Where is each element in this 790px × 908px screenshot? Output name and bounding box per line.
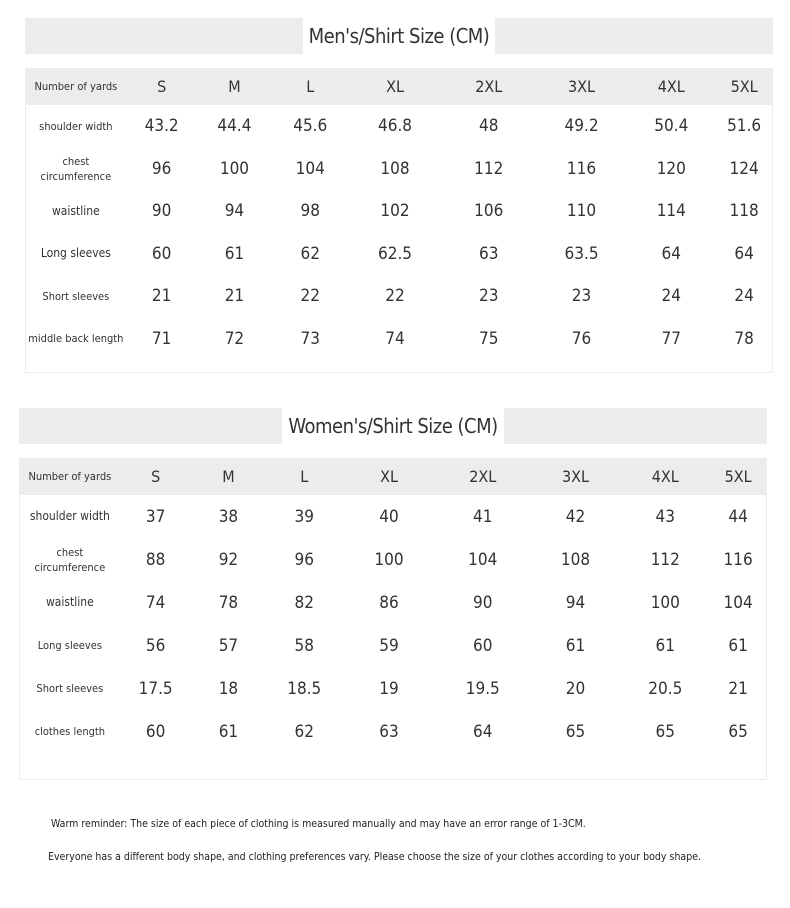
table-cell: 56 <box>145 635 166 656</box>
table-cell: 78 <box>734 328 754 349</box>
table-cell: 45.6 <box>293 116 328 137</box>
table-row <box>20 624 766 667</box>
row-label: Long sleeves <box>40 246 111 261</box>
size-header: 3XL <box>568 77 596 96</box>
table-cell: 43 <box>655 506 676 527</box>
table-cell: 44.4 <box>217 116 252 137</box>
table-cell: 61 <box>655 635 676 656</box>
row-label: shoulder width <box>29 509 110 523</box>
table-cell: 100 <box>650 592 680 613</box>
table-cell: 72 <box>224 328 245 349</box>
table-cell: 38 <box>218 506 239 527</box>
table-cell: 106 <box>474 201 504 222</box>
size-header: S <box>151 467 161 486</box>
table-cell: 104 <box>295 158 325 179</box>
row-label: waistline <box>45 595 94 609</box>
table-cell: 62.5 <box>377 243 413 264</box>
table-cell: 64 <box>661 243 682 264</box>
table-cell: 60 <box>151 243 172 264</box>
table-cell: 104 <box>468 549 498 570</box>
header-label: Number of yards <box>34 80 118 93</box>
table-cell: 96 <box>151 158 172 179</box>
table-cell: 77 <box>661 328 682 349</box>
table-cell: 94 <box>224 201 245 222</box>
table-cell: 116 <box>566 158 597 179</box>
table-cell: 43.2 <box>144 116 179 137</box>
table-cell: 100 <box>219 158 250 179</box>
table-row <box>20 495 766 538</box>
table-row <box>26 318 772 361</box>
size-header: M <box>222 467 235 486</box>
womens-size-title: Women's/Shirt Size (CM) <box>282 408 503 444</box>
table-cell: 24 <box>734 286 754 307</box>
table-cell: 18 <box>218 678 239 699</box>
table-cell: 73 <box>300 328 320 349</box>
table-cell: 60 <box>473 635 493 656</box>
row-label: clothes length <box>34 725 106 738</box>
table-cell: 61 <box>728 635 748 656</box>
table-cell: 22 <box>300 286 320 307</box>
table-cell: 62 <box>300 243 320 264</box>
table-cell: 74 <box>385 328 405 349</box>
table-cell: 88 <box>145 549 166 570</box>
table-cell: 39 <box>294 506 314 527</box>
table-cell: 48 <box>479 116 499 137</box>
size-header: S <box>157 77 167 96</box>
body-shape-advice-note: Everyone has a different body shape, and clothing preferences vary. Please choose the size of your clothes according to your body shape. <box>48 851 702 863</box>
row-label: shoulder width <box>39 119 113 133</box>
size-header: 2XL <box>475 77 503 96</box>
table-cell: 96 <box>294 549 314 570</box>
table-row <box>20 710 766 753</box>
header-label: Number of yards <box>28 470 112 483</box>
row-label: Short sleeves <box>36 682 104 695</box>
table-cell: 74 <box>145 592 166 613</box>
table-cell: 65 <box>565 721 586 742</box>
table-cell: 19.5 <box>465 678 500 699</box>
table-cell: 63 <box>379 721 399 742</box>
table-cell: 110 <box>566 201 597 222</box>
table-cell: 41 <box>473 506 493 527</box>
size-header: 3XL <box>562 467 590 486</box>
table-cell: 22 <box>385 286 405 307</box>
table-cell: 114 <box>656 201 686 222</box>
size-header: 4XL <box>651 467 679 486</box>
table-cell: 94 <box>565 592 586 613</box>
warm-reminder-note: Warm reminder: The size of each piece of clothing is measured manually and may have an error range of 1-3CM. <box>51 818 586 830</box>
table-cell: 61 <box>224 243 245 264</box>
table-cell: 120 <box>656 158 686 179</box>
table-cell: 23 <box>571 286 592 307</box>
table-cell: 61 <box>218 721 239 742</box>
table-cell: 17.5 <box>138 678 173 699</box>
size-header: 2XL <box>469 467 497 486</box>
table-cell: 90 <box>151 201 172 222</box>
table-cell: 86 <box>379 592 399 613</box>
table-row <box>26 275 772 318</box>
table-cell: 19 <box>379 678 399 699</box>
size-header: 5XL <box>730 77 758 96</box>
table-row <box>20 581 766 624</box>
table-cell: 78 <box>218 592 239 613</box>
table-cell: 49.2 <box>564 116 599 137</box>
row-label: chest circumference <box>34 545 106 574</box>
table-row <box>26 105 772 148</box>
table-cell: 18.5 <box>287 678 322 699</box>
mens-title-bar <box>25 18 773 54</box>
table-cell: 108 <box>560 549 591 570</box>
table-cell: 63 <box>479 243 499 264</box>
womens-size-section <box>19 408 767 780</box>
table-cell: 90 <box>473 592 493 613</box>
table-cell: 65 <box>655 721 676 742</box>
womens-size-table <box>19 458 767 780</box>
mens-size-section <box>25 18 773 373</box>
table-cell: 50.4 <box>654 116 689 137</box>
table-row <box>26 148 772 191</box>
size-header: L <box>300 467 309 486</box>
table-cell: 64 <box>473 721 493 742</box>
table-header-row <box>26 68 772 105</box>
table-cell: 61 <box>565 635 586 656</box>
mens-size-title: Men's/Shirt Size (CM) <box>303 18 496 54</box>
table-cell: 46.8 <box>377 116 413 137</box>
table-cell: 21 <box>224 286 245 307</box>
table-cell: 40 <box>379 506 399 527</box>
size-header: XL <box>386 77 404 96</box>
table-cell: 58 <box>294 635 314 656</box>
table-cell: 24 <box>661 286 682 307</box>
table-cell: 102 <box>380 201 410 222</box>
table-cell: 124 <box>729 158 759 179</box>
table-cell: 21 <box>728 678 748 699</box>
row-label: middle back length <box>28 332 124 346</box>
size-header: M <box>228 77 241 96</box>
table-cell: 57 <box>218 635 239 656</box>
table-row <box>26 233 772 276</box>
table-cell: 64 <box>734 243 754 264</box>
table-cell: 20.5 <box>648 678 683 699</box>
table-cell: 112 <box>650 549 680 570</box>
table-cell: 71 <box>151 328 172 349</box>
table-cell: 44 <box>728 506 748 527</box>
table-cell: 98 <box>300 201 320 222</box>
row-label: chest circumference <box>40 154 112 183</box>
table-cell: 63.5 <box>564 243 599 264</box>
table-cell: 76 <box>571 328 592 349</box>
size-header: L <box>306 77 315 96</box>
row-label: Long sleeves <box>37 639 102 652</box>
table-cell: 65 <box>728 721 748 742</box>
table-cell: 104 <box>723 592 753 613</box>
table-cell: 108 <box>380 158 410 179</box>
table-cell: 23 <box>479 286 499 307</box>
table-cell: 112 <box>474 158 504 179</box>
table-cell: 92 <box>218 549 239 570</box>
size-header: XL <box>380 467 398 486</box>
table-cell: 20 <box>565 678 586 699</box>
table-cell: 116 <box>723 549 753 570</box>
table-cell: 75 <box>479 328 499 349</box>
table-cell: 21 <box>151 286 172 307</box>
table-cell: 118 <box>729 201 759 222</box>
notes-section <box>48 818 768 863</box>
table-cell: 62 <box>294 721 314 742</box>
table-row <box>20 667 766 710</box>
row-label: Short sleeves <box>42 289 110 303</box>
table-cell: 59 <box>379 635 399 656</box>
table-cell: 100 <box>374 549 404 570</box>
table-row <box>20 538 766 581</box>
womens-title-bar <box>19 408 767 444</box>
size-header: 4XL <box>657 77 685 96</box>
size-header: 5XL <box>724 467 752 486</box>
table-cell: 82 <box>294 592 314 613</box>
table-cell: 37 <box>145 506 166 527</box>
table-header-row <box>20 458 766 495</box>
mens-size-table <box>25 68 773 373</box>
table-cell: 51.6 <box>727 116 762 137</box>
table-cell: 60 <box>145 721 166 742</box>
table-cell: 42 <box>565 506 586 527</box>
table-row <box>26 190 772 233</box>
row-label: waistline <box>51 203 100 218</box>
